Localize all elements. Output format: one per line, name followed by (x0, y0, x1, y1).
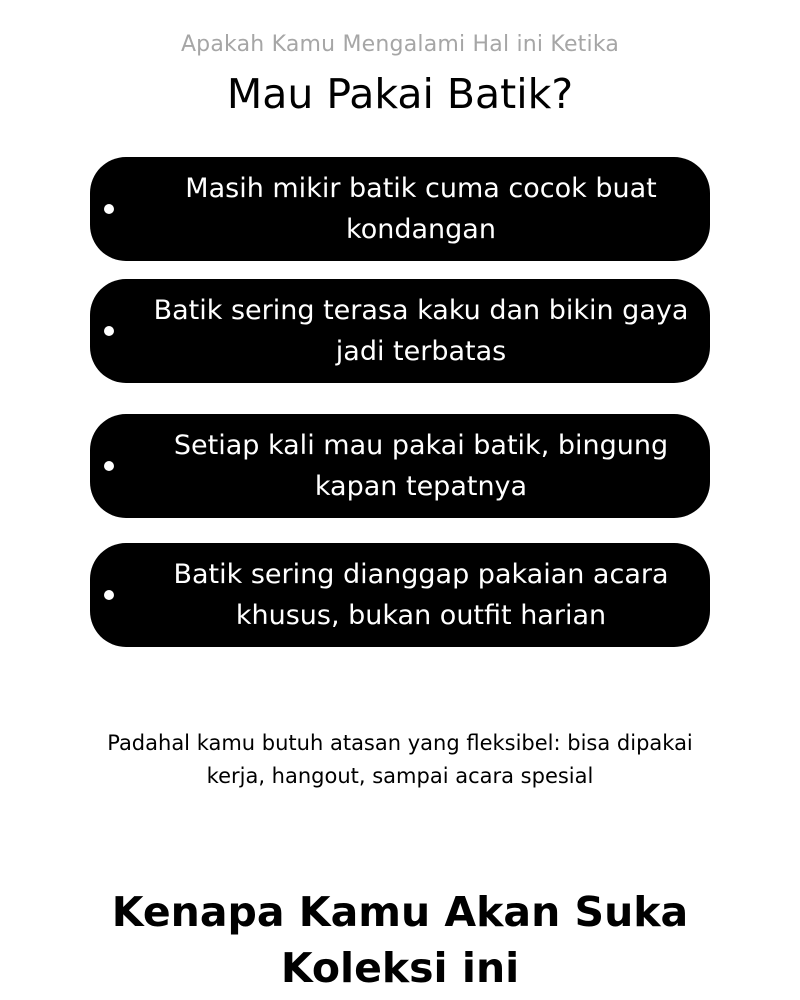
pain-point-text: Batik sering terasa kaku dan bikin gaya jadi terbatas (153, 295, 689, 367)
pain-point-item (90, 543, 710, 647)
pain-point-item (90, 157, 710, 261)
bullet-icon (104, 204, 114, 214)
pain-point-text: Setiap kali mau pakai batik, bingung kapan tepatnya (173, 430, 669, 502)
pain-point-text: Masih mikir batik cuma cocok buat kondangan (185, 173, 657, 245)
pain-point-item (90, 279, 710, 383)
pain-point-text: Batik sering dianggap pakaian acara khusus, bukan outfit harian (173, 559, 669, 631)
page-title: Mau Pakai Batik? (226, 70, 574, 118)
solution-paragraph: Padahal kamu butuh atasan yang fleksibel: bisa dipakai kerja, hangout, sampai acara spesial (107, 731, 693, 788)
pain-point-item (90, 414, 710, 518)
bullet-icon (104, 326, 114, 336)
section-heading: Kenapa Kamu Akan Suka Koleksi ini (111, 888, 689, 992)
eyebrow-text: Apakah Kamu Mengalami Hal ini Ketika (180, 32, 620, 57)
bullet-icon (104, 461, 114, 471)
bullet-icon (104, 590, 114, 600)
